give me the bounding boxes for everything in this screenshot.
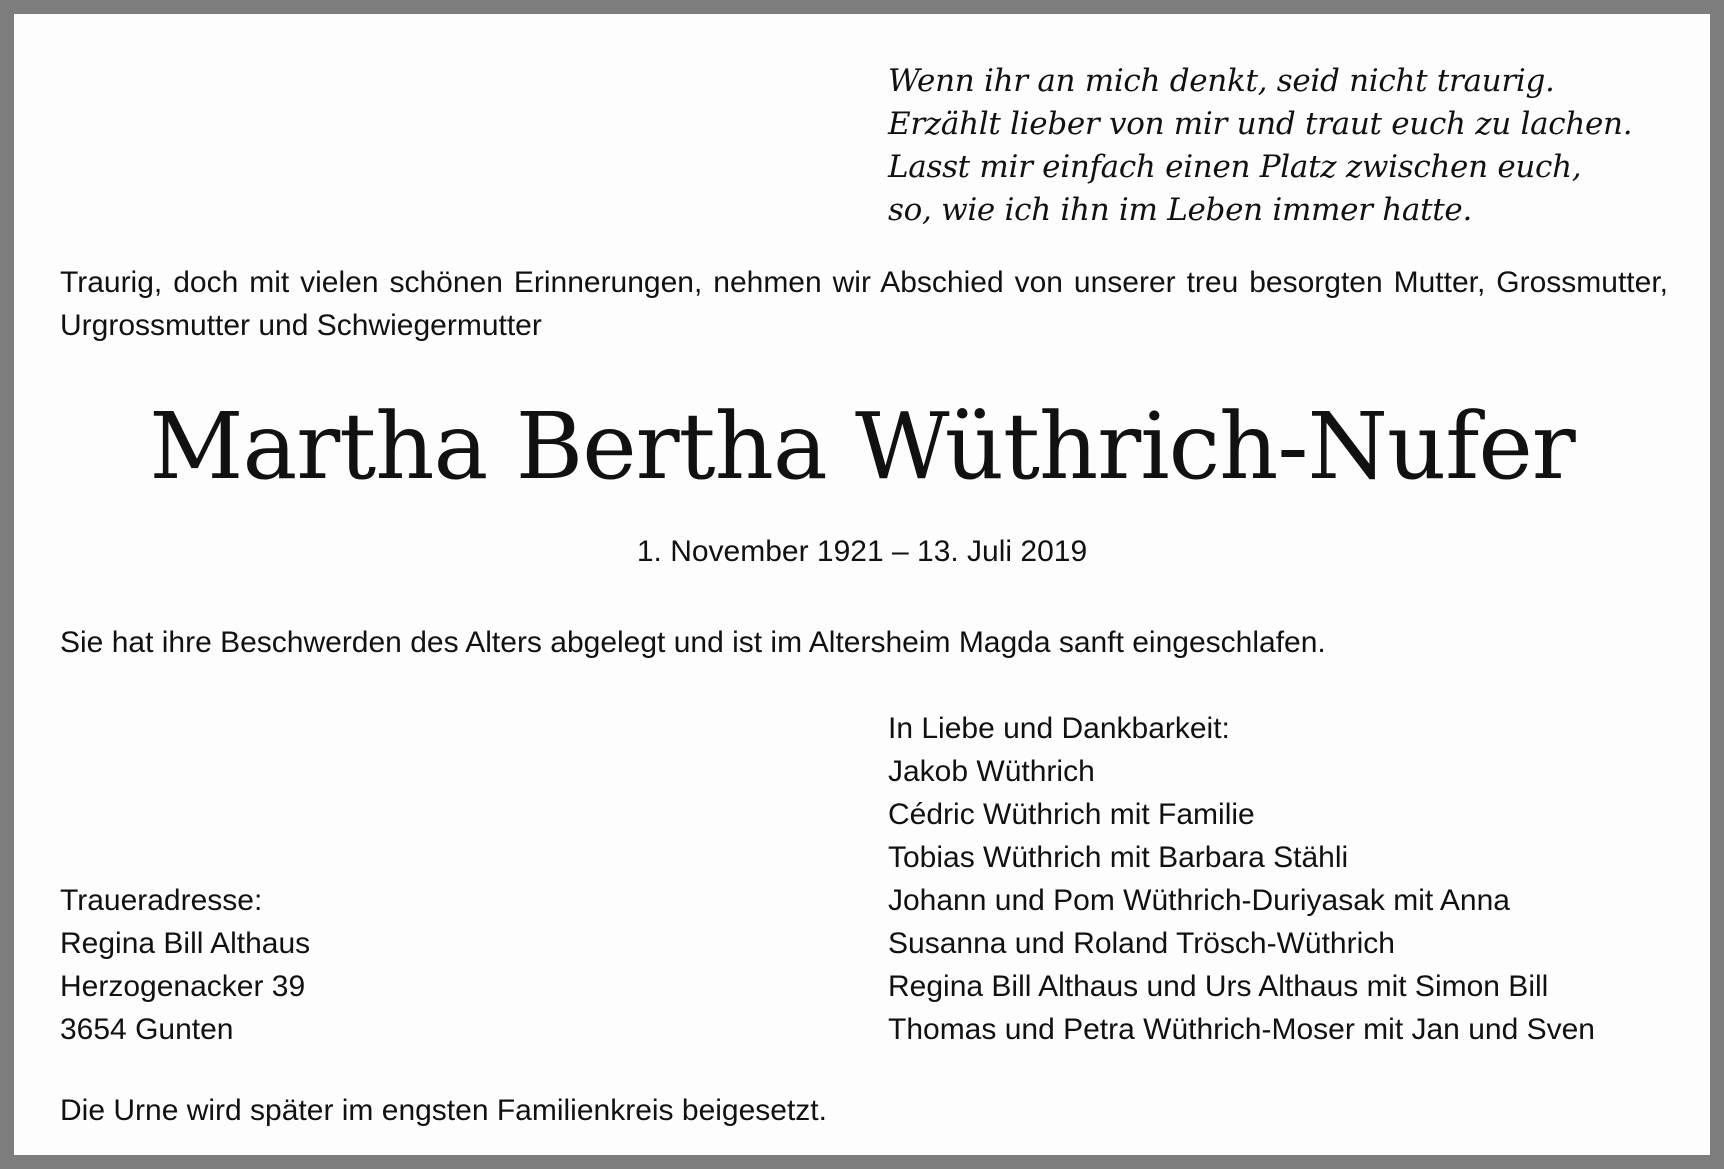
family-heading: In Liebe und Dankbarkeit: bbox=[888, 712, 1230, 745]
intro-line-2: Grossmutter, Urgrossmutter und Schwiegermutter bbox=[60, 266, 1668, 342]
family-member: Tobias Wüthrich mit Barbara Stähli bbox=[888, 841, 1349, 874]
family-member: Johann und Pom Wüthrich-Duriyasak mit Anna bbox=[888, 884, 1510, 917]
mourning-address bbox=[60, 879, 310, 1051]
obituary-page bbox=[14, 14, 1710, 1155]
life-dates: 1. November 1921 – 13. Juli 2019 bbox=[636, 535, 1088, 568]
family-list bbox=[888, 707, 1595, 1051]
family-member: Jakob Wüthrich bbox=[888, 755, 1095, 788]
intro-paragraph bbox=[60, 261, 1668, 347]
family-member: Cédric Wüthrich mit Familie bbox=[888, 798, 1255, 831]
address-street: Herzogenacker 39 bbox=[60, 970, 306, 1003]
passing-text: Sie hat ihre Beschwerden des Alters abgelegt und ist im Altersheim Magda sanft eingeschlafen. bbox=[60, 626, 1326, 659]
family-member: Regina Bill Althaus und Urs Althaus mit Simon Bill bbox=[888, 970, 1549, 1003]
address-label: Traueradresse: bbox=[60, 884, 263, 917]
memorial-verse bbox=[888, 60, 1632, 232]
family-member: Susanna und Roland Trösch-Wüthrich bbox=[888, 927, 1395, 960]
urn-text: Die Urne wird später im engsten Familienkreis beigesetzt. bbox=[60, 1094, 827, 1127]
deceased-name: Martha Bertha Wüthrich-Nufer bbox=[149, 393, 1575, 500]
intro-line-1: Traurig, doch mit vielen schönen Erinnerungen, nehmen wir Abschied von unserer treu besorgten Mutter, bbox=[60, 266, 1486, 299]
verse-line: Erzählt lieber von mir und traut euch zu lachen. bbox=[888, 106, 1633, 142]
address-city: 3654 Gunten bbox=[60, 1013, 234, 1046]
verse-line: Wenn ihr an mich denkt, seid nicht traurig. bbox=[888, 63, 1555, 99]
verse-line: so, wie ich ihn im Leben immer hatte. bbox=[888, 192, 1473, 228]
address-name: Regina Bill Althaus bbox=[60, 927, 311, 960]
family-member: Thomas und Petra Wüthrich-Moser mit Jan und Sven bbox=[888, 1013, 1595, 1046]
verse-line: Lasst mir einfach einen Platz zwischen euch, bbox=[888, 149, 1582, 185]
